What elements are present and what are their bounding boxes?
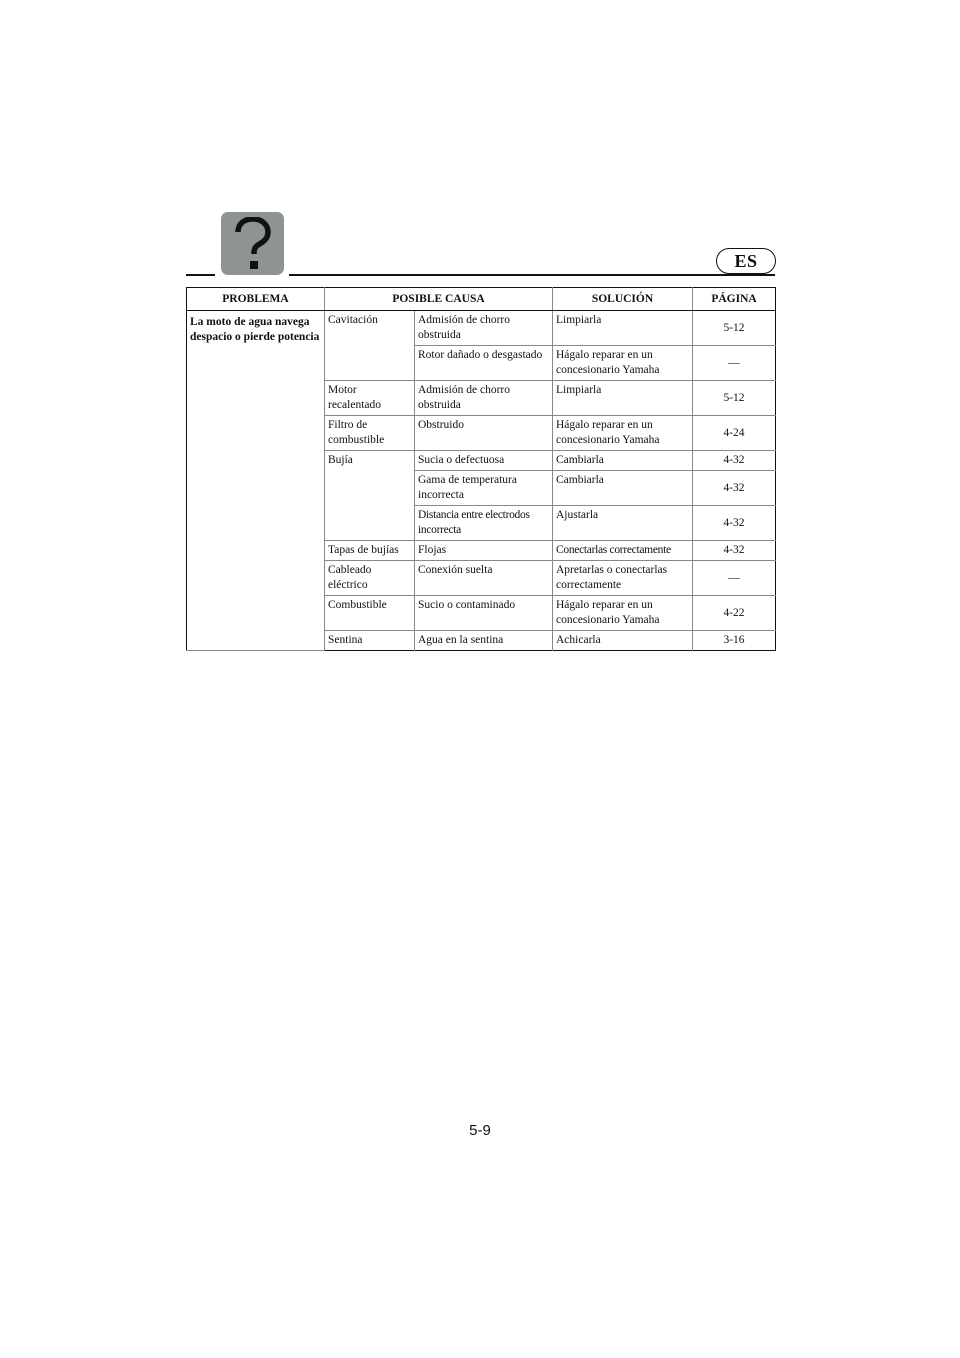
cause-main-cell: Tapas de bujías [325, 541, 415, 561]
solution-cell: Ajustarla [553, 506, 693, 541]
solution-cell: Cambiarla [553, 471, 693, 506]
page-ref-cell: 4-22 [693, 596, 776, 631]
cause-main-cell: Sentina [325, 631, 415, 651]
header-problem: PROBLEMA [187, 288, 325, 311]
cause-detail-cell: Sucia o defectuosa [415, 451, 553, 471]
header-solution: SOLUCIÓN [553, 288, 693, 311]
cause-main-cell: Bujía [325, 451, 415, 541]
solution-cell: Hágalo reparar en un concesionario Yamaha [553, 596, 693, 631]
cause-main-cell: Combustible [325, 596, 415, 631]
cause-detail-cell: Flojas [415, 541, 553, 561]
solution-cell: Hágalo reparar en un concesionario Yamaha [553, 416, 693, 451]
header-rule-right [289, 274, 775, 276]
cause-main-cell: Cableado eléctrico [325, 561, 415, 596]
page-ref-cell: 4-24 [693, 416, 776, 451]
page-ref-cell: 5-12 [693, 381, 776, 416]
cause-detail-cell: Rotor dañado o desgastado [415, 346, 553, 381]
header-cause: POSIBLE CAUSA [325, 288, 553, 311]
troubleshooting-table [186, 287, 776, 651]
table-header-row [187, 288, 776, 311]
cause-main-cell: Cavitación [325, 311, 415, 381]
page-number: 5-9 [469, 1122, 491, 1139]
cause-detail-cell: Obstruido [415, 416, 553, 451]
cause-main-cell: Motor recalentado [325, 381, 415, 416]
header-rule-left [186, 274, 215, 276]
page-ref-cell: 4-32 [693, 451, 776, 471]
page-ref-cell: 4-32 [693, 471, 776, 506]
table-row [187, 311, 776, 346]
cause-detail-cell: Conexión suelta [415, 561, 553, 596]
cause-detail-cell: Distancia entre electrodos incorrecta [415, 506, 553, 541]
page-ref-cell: 5-12 [693, 311, 776, 346]
cause-detail-cell: Admisión de chorro obstruida [415, 311, 553, 346]
cause-detail-cell: Gama de temperatura incorrecta [415, 471, 553, 506]
solution-cell: Achicarla [553, 631, 693, 651]
cause-detail-cell: Sucio o contaminado [415, 596, 553, 631]
question-mark-icon [221, 212, 284, 275]
solution-cell: Limpiarla [553, 311, 693, 346]
solution-cell: Limpiarla [553, 381, 693, 416]
solution-cell: Apretarlas o conectarlas correctamente [553, 561, 693, 596]
page-ref-cell: 4-32 [693, 506, 776, 541]
cause-detail-cell: Admisión de chorro obstruida [415, 381, 553, 416]
language-badge: ES [716, 248, 776, 274]
solution-cell: Hágalo reparar en un concesionario Yamaha [553, 346, 693, 381]
cause-main-cell: Filtro de combustible [325, 416, 415, 451]
page-ref-cell: — [693, 346, 776, 381]
cause-detail-cell: Agua en la sentina [415, 631, 553, 651]
solution-cell: Conectarlas correctamente [553, 541, 693, 561]
solution-cell: Cambiarla [553, 451, 693, 471]
page-ref-cell: 4-32 [693, 541, 776, 561]
page-ref-cell: — [693, 561, 776, 596]
problem-cell: La moto de agua navega despacio o pierde potencia [187, 311, 325, 651]
header-page: PÁGINA [693, 288, 776, 311]
page-ref-cell: 3-16 [693, 631, 776, 651]
